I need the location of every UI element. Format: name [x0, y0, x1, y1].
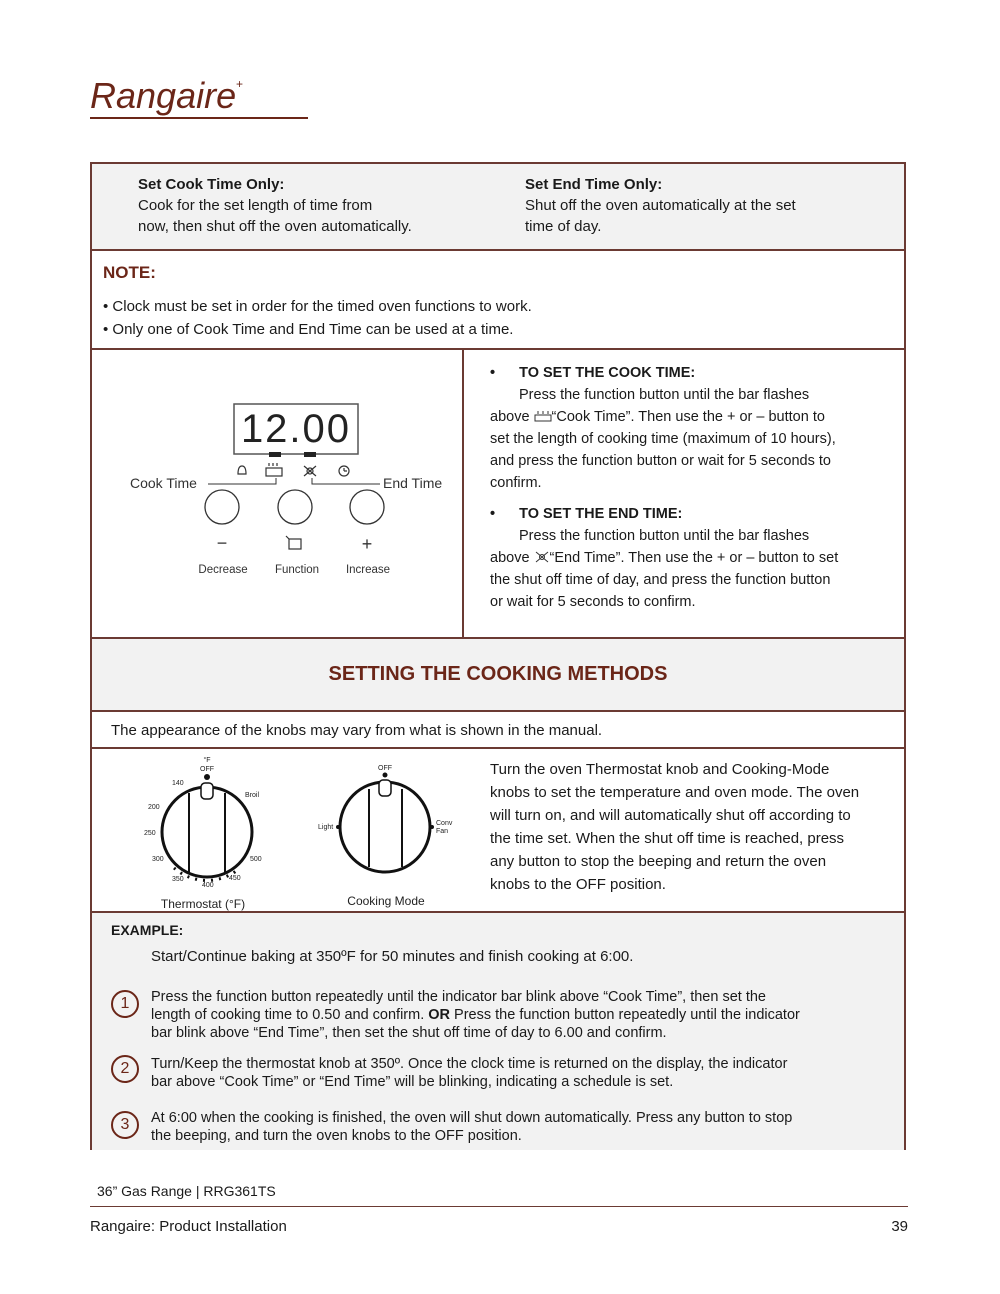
- end-time-heading: TO SET THE END TIME:: [519, 506, 683, 522]
- thermo-unit-label: °F: [203, 757, 211, 764]
- knob-text-line: the time set. When the shut off time is reached, press: [490, 830, 845, 847]
- bullet: •: [490, 365, 496, 381]
- svg-text:+: +: [236, 77, 244, 91]
- cook-time-only-block: [138, 174, 412, 237]
- knobs-row: [92, 749, 904, 913]
- thermo-temp-label: 200: [148, 804, 160, 811]
- timer-instructions: [490, 362, 890, 613]
- timer-row: [92, 350, 904, 639]
- knob-text-line: knobs to set the temperature and oven mode. The oven: [490, 784, 860, 801]
- end-line-with-icon: [490, 547, 890, 569]
- logo-graphic: [90, 70, 310, 126]
- thermostat-caption: Thermostat (°F): [160, 897, 246, 911]
- knob-text-line: will turn on, and will automatically shut off according to: [490, 807, 851, 824]
- end-line: “End Time”. Then use the + or – button to set: [549, 550, 839, 566]
- mode-light-label: Light: [318, 824, 334, 831]
- cook-time-only-desc-1: Cook for the set length of time from: [138, 197, 373, 214]
- note-list: [103, 296, 532, 340]
- section-title: SETTING THE COOKING METHODS: [328, 663, 668, 685]
- function-button: [278, 490, 312, 524]
- step-line: bar blink above “End Time”, then set the shut off time of day to 6.00 and confirm.: [151, 1025, 667, 1041]
- cook-time-label: Cook Time: [130, 475, 197, 491]
- thermo-temp-label: 250: [144, 830, 156, 837]
- bell-icon: [238, 466, 246, 474]
- cook-time-only-desc-2: now, then shut off the oven automatically.: [138, 218, 412, 235]
- step-line: length of cooking time to 0.50 and confirm. OR Press the function button repeatedly until the indicator: [151, 1007, 800, 1023]
- cook-line: and press the function button or wait for 5 seconds to: [490, 453, 831, 469]
- cook-line: set the length of cooking time (maximum of 10 hours),: [490, 431, 836, 447]
- thermo-temp-label: 140: [172, 780, 184, 787]
- cook-time-bracket: [208, 478, 276, 484]
- timed-modes-row: [92, 164, 904, 251]
- step-line: At 6:00 when the cooking is finished, the oven will shut down automatically. Press any button to stop: [151, 1110, 793, 1126]
- step-line: Press the function button repeatedly until the indicator bar blink above “Cook Time”, then set the: [151, 989, 766, 1005]
- plus-icon: +: [361, 534, 373, 554]
- step-line: bar above “Cook Time” or “End Time” will be blinking, indicating a schedule is set.: [151, 1074, 674, 1090]
- bullet: •: [490, 506, 496, 522]
- cook-time-icon: [266, 463, 282, 476]
- step-line: the beeping, and turn the oven knobs to the OFF position.: [151, 1128, 522, 1144]
- thermo-temp-label: 350: [172, 876, 184, 883]
- thermo-temp-label: 500: [250, 856, 262, 863]
- cook-time-icon: [534, 407, 552, 419]
- knob-instructions: [490, 758, 887, 896]
- end-line: Press the function button until the bar flashes: [519, 528, 810, 544]
- decrease-label: Decrease: [198, 564, 248, 576]
- note-item: • Clock must be set in order for the timed oven functions to work.: [103, 298, 532, 315]
- cooking-mode-knob: [336, 773, 434, 873]
- example-row: [92, 913, 904, 1150]
- example-title: EXAMPLE:: [111, 922, 184, 938]
- thermo-temp-label: 450: [229, 875, 241, 882]
- control-panel-diagram: [92, 350, 462, 637]
- decrease-button: [205, 490, 239, 524]
- knob-text-line: Turn the oven Thermostat knob and Cooking-Mode: [490, 761, 830, 778]
- thermostat-knob: [162, 774, 252, 880]
- mode-fan-label: Fan: [436, 828, 449, 835]
- brand-logo: [90, 70, 310, 126]
- end-line: or wait for 5 seconds to confirm.: [490, 594, 696, 610]
- mode-conv-label: Conv: [436, 820, 453, 827]
- end-time-bracket: [312, 478, 380, 484]
- thermo-broil-label: Broil: [245, 792, 260, 799]
- increase-label: Increase: [345, 564, 391, 576]
- thermo-temp-label: 400: [202, 882, 214, 889]
- end-time-icon: [534, 548, 550, 560]
- column-divider: [462, 350, 464, 637]
- increase-button: [350, 490, 384, 524]
- end-time-only-desc-2: time of day.: [525, 218, 602, 235]
- content-frame: [90, 162, 906, 1150]
- cook-line: confirm.: [490, 475, 542, 491]
- end-time-only-desc-1: Shut off the oven automatically at the set: [525, 197, 796, 214]
- thermo-off-label: OFF: [200, 766, 214, 773]
- indicator-bar-cook: [269, 452, 281, 457]
- step-number: 1: [111, 990, 139, 1018]
- footer-divider: [90, 1206, 908, 1207]
- end-line: the shut off time of day, and press the function button: [490, 572, 831, 588]
- step-number: 2: [111, 1055, 139, 1083]
- knob-text-line: knobs to the OFF position.: [490, 876, 666, 893]
- example-intro: Start/Continue baking at 350ºF for 50 minutes and finish cooking at 6:00.: [151, 948, 634, 965]
- end-time-icon: [304, 466, 316, 476]
- logo-text: Rangaire: [90, 75, 237, 116]
- cook-line-with-icon: [490, 406, 890, 428]
- cook-line: “Cook Time”. Then use the + or – button to: [551, 409, 825, 425]
- function-label: Function: [274, 564, 320, 576]
- function-icon: [286, 536, 301, 549]
- cook-time-only-title: Set Cook Time Only:: [138, 176, 285, 193]
- thermo-temp-label: 300: [152, 856, 164, 863]
- footer-title: Rangaire: Product Installation: [90, 1218, 287, 1235]
- step-number: 3: [111, 1111, 139, 1139]
- minus-icon: −: [216, 533, 228, 553]
- above-text: above: [490, 550, 530, 566]
- step-line: Turn/Keep the thermostat knob at 350º. Once the clock time is returned on the display, the indicator: [151, 1056, 788, 1072]
- end-time-only-block: [525, 174, 796, 237]
- end-time-only-title: Set End Time Only:: [525, 176, 663, 193]
- section-band: [92, 639, 904, 712]
- note-row: [92, 251, 904, 350]
- end-time-label: End Time: [383, 475, 443, 491]
- note-title: NOTE:: [103, 263, 156, 282]
- mode-off-label: OFF: [378, 765, 392, 772]
- page-number: 39: [891, 1218, 908, 1235]
- display-readout: 12.00: [240, 407, 352, 451]
- indicator-bar-end: [304, 452, 316, 457]
- knobs-diagram: [92, 749, 482, 911]
- knob-note-row: [92, 712, 904, 749]
- footer-model: 36” Gas Range | RRG361TS: [97, 1183, 276, 1199]
- clock-icon: [339, 466, 349, 476]
- cook-time-heading: TO SET THE COOK TIME:: [519, 365, 696, 381]
- cook-line: Press the function button until the bar flashes: [519, 387, 810, 403]
- cooking-mode-caption: Cooking Mode: [347, 894, 425, 908]
- above-text: above: [490, 409, 530, 425]
- note-item: • Only one of Cook Time and End Time can be used at a time.: [103, 321, 514, 338]
- knob-text-line: any button to stop the beeping and return the oven: [490, 853, 827, 870]
- knob-note: The appearance of the knobs may vary from what is shown in the manual.: [111, 722, 603, 739]
